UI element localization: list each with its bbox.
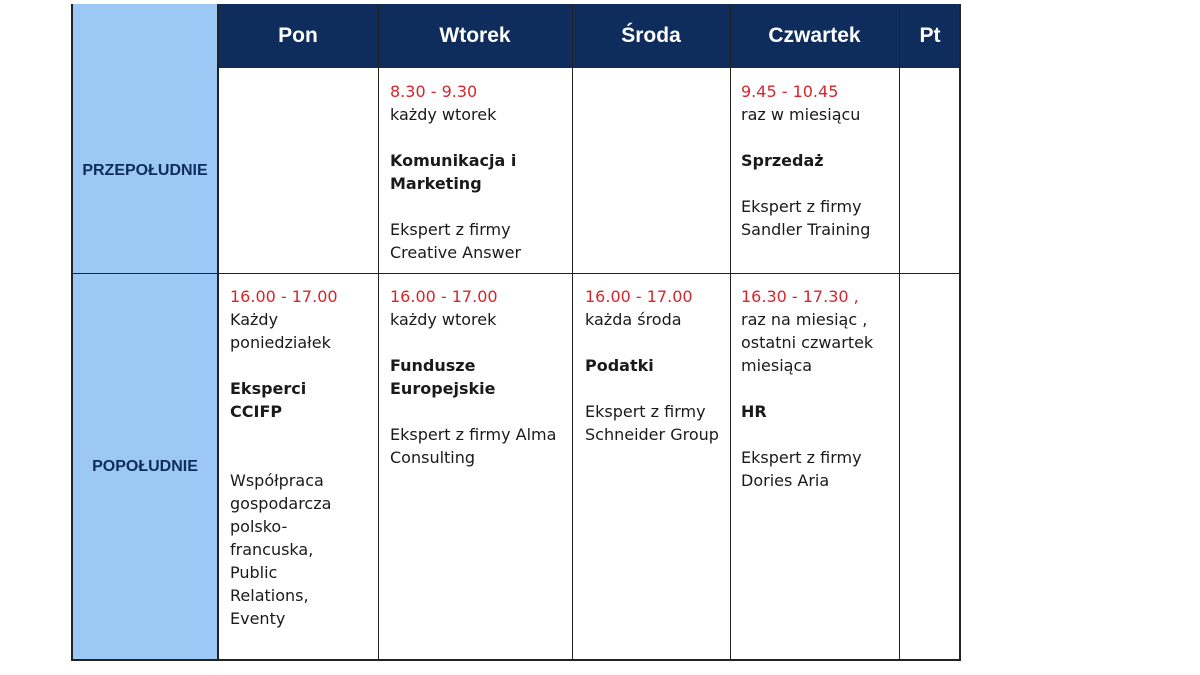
subject: HR [741, 402, 767, 421]
subject: Eksperci CCIFP [230, 379, 307, 421]
grid-line [217, 4, 219, 661]
description: Ekspert z firmy Schneider Group [585, 402, 719, 444]
description: Współpraca gospodarcza polsko-francuska, Public Relations, Eventy [230, 471, 332, 628]
row-label-afternoon: POPOŁUDNIE [92, 458, 198, 475]
time-range: 9.45 - 10.45 [741, 82, 839, 101]
column-header-pon: Pon [278, 24, 318, 47]
frequency: Każdy poniedziałek [230, 310, 331, 352]
column-header-pt: Pt [919, 24, 941, 47]
subject: Fundusze Europejskie [390, 356, 496, 398]
schedule-table [71, 4, 961, 661]
grid-line [959, 4, 961, 661]
grid-line [572, 4, 573, 661]
description: Ekspert z firmy Dories Aria [741, 448, 862, 490]
description: Ekspert z firmy Alma Consulting [390, 425, 557, 467]
column-header-czwartek: Czwartek [768, 24, 861, 47]
description: Ekspert z firmy Sandler Training [741, 197, 871, 239]
entry-morning-czwartek [741, 80, 893, 241]
time-range: 16.00 - 17.00 [585, 287, 693, 306]
time-range: 16.30 - 17.30 , [741, 287, 859, 306]
entry-afternoon-wtorek [390, 285, 558, 469]
grid-line [71, 273, 961, 274]
grid-line [71, 4, 73, 661]
entry-afternoon-czwartek [741, 285, 891, 492]
frequency: raz na miesiąc , ostatni czwartek miesiąca [741, 310, 874, 375]
description: Ekspert z firmy Creative Answer [390, 220, 522, 262]
column-header-sroda: Środa [621, 24, 681, 47]
time-range: 16.00 - 17.00 [230, 287, 338, 306]
frequency: każda środa [585, 310, 682, 329]
row-label-morning: PRZEPOŁUDNIE [82, 161, 208, 179]
entry-afternoon-sroda [585, 285, 723, 446]
grid-line [378, 4, 379, 661]
grid-line [730, 4, 731, 661]
grid-line [899, 4, 900, 661]
entry-afternoon-pon [230, 285, 360, 630]
column-header-wtorek: Wtorek [439, 24, 511, 47]
frequency: każdy wtorek [390, 310, 497, 329]
entry-morning-wtorek [390, 80, 558, 264]
subject: Podatki [585, 356, 654, 375]
subject: Komunikacja i Marketing [390, 151, 517, 193]
time-range: 8.30 - 9.30 [390, 82, 478, 101]
time-range: 16.00 - 17.00 [390, 287, 498, 306]
frequency: raz w miesiącu [741, 105, 861, 124]
frequency: każdy wtorek [390, 105, 497, 124]
subject: Sprzedaż [741, 151, 824, 170]
grid-line [71, 659, 961, 661]
